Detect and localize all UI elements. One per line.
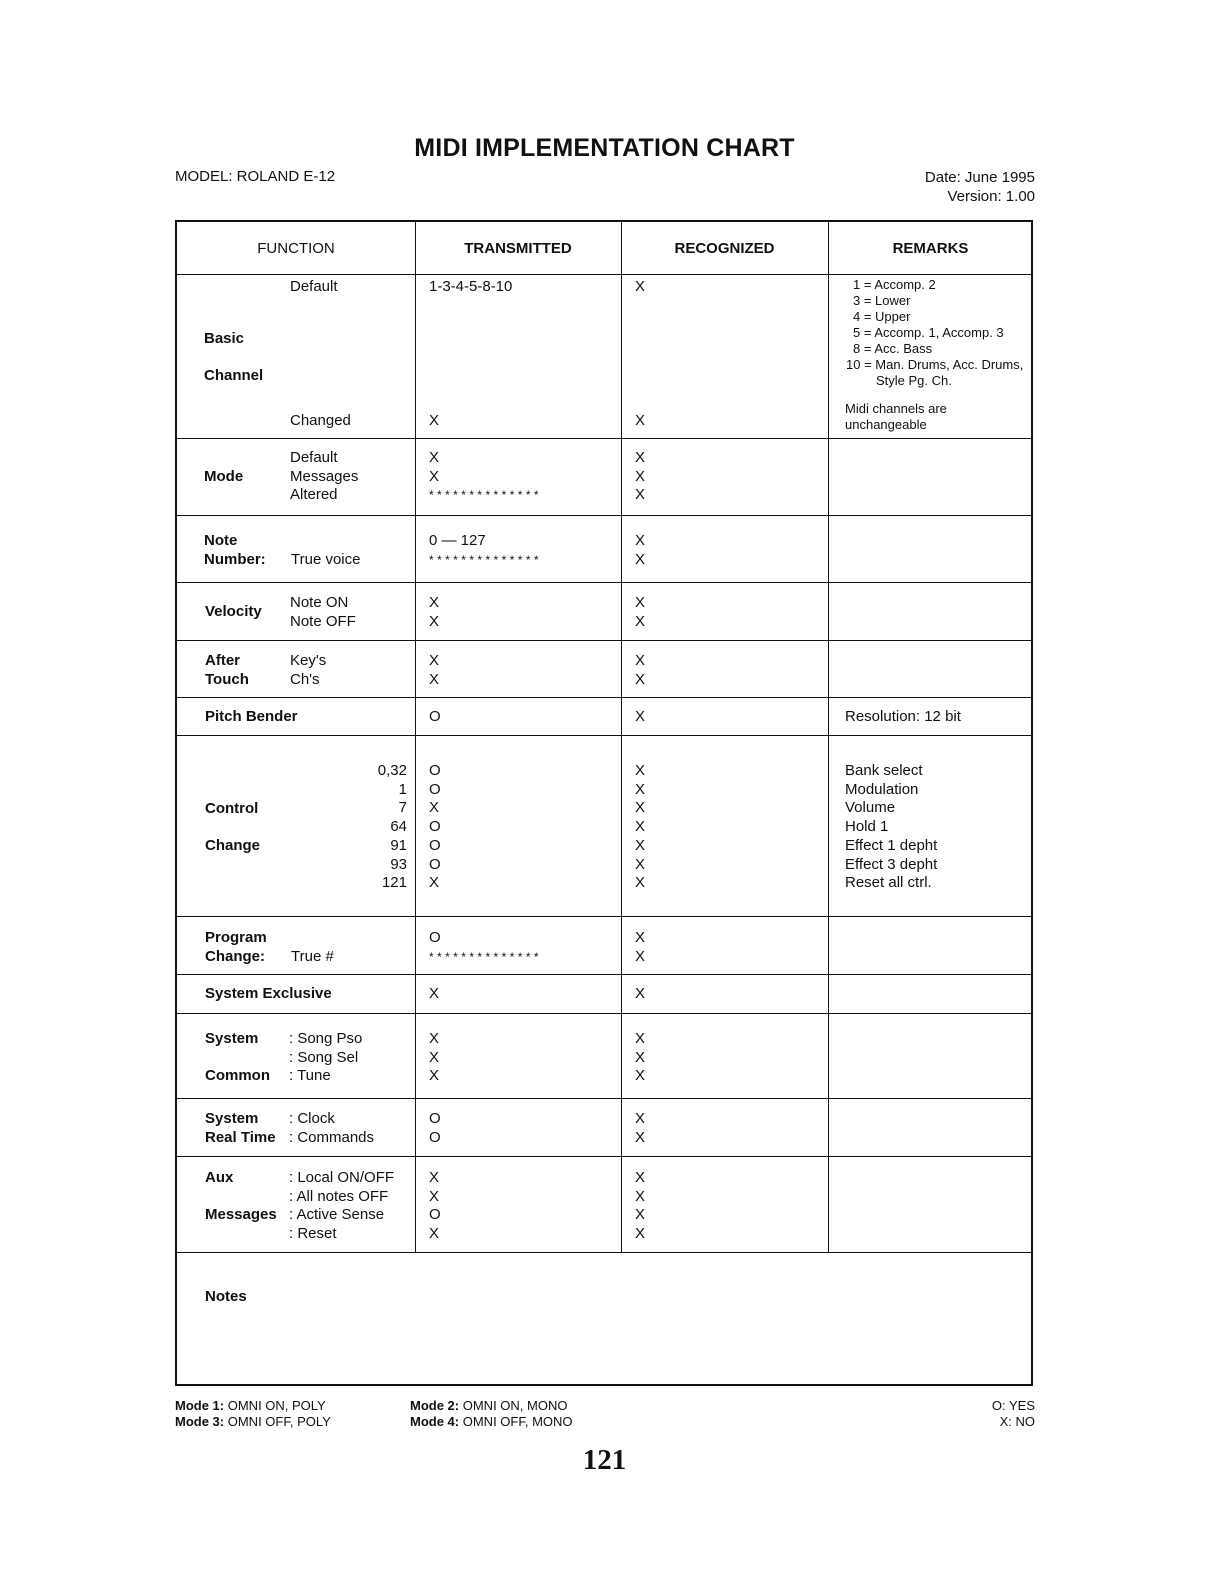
row-divider (177, 1098, 1031, 1099)
basic-remarks: 1 = Accomp. 2 3 = Lower 4 = Upper 5 = Accomp. 1, Accomp. 3 8 = Acc. Bass 10 = Man. Drums, Acc. Drums, Style Pg. Ch. (846, 277, 1024, 388)
basic-changed-label: Changed (290, 412, 351, 429)
row-divider (177, 1156, 1031, 1157)
footer-legend (940, 1398, 1035, 1430)
program-tx: O ************** (429, 929, 542, 964)
realtime-subs: : Clock : Commands (289, 1110, 375, 1146)
aftertouch-rx: X X (635, 652, 646, 688)
control-remarks: Bank select Modulation Volume Hold 1 Effect 1 depht Effect 3 depht Reset all ctrl. (845, 762, 938, 892)
note-tx: 0 — 127 ************** (429, 532, 542, 567)
basic-rx-changed: X (635, 412, 646, 429)
basic-tx-default: 1-3-4-5-8-10 (429, 278, 513, 295)
row-divider (177, 697, 1031, 698)
realtime-label: System Real Time (205, 1110, 276, 1146)
mode-subs: Default Messages Altered (290, 449, 359, 504)
row-divider (177, 735, 1031, 736)
footer-modes-right: Mode 2: OMNI ON, MONO Mode 4: OMNI OFF, MONO (410, 1398, 573, 1429)
row-divider (177, 916, 1031, 917)
velocity-label: Velocity (205, 603, 262, 620)
common-subs: : Song Pso : Song Sel : Tune (289, 1030, 363, 1085)
row-divider (177, 974, 1031, 975)
basic-label: Basic (204, 330, 245, 347)
realtime-tx: O O (429, 1110, 441, 1146)
velocity-rx: X X (635, 594, 646, 630)
aftertouch-label: After Touch (205, 652, 249, 688)
header-function: FUNCTION (257, 240, 335, 257)
row-divider (177, 582, 1031, 583)
row-divider (177, 515, 1031, 516)
pitch-bender-label: Pitch Bender (205, 708, 298, 725)
common-rx: X X X (635, 1030, 646, 1085)
velocity-subs: Note ON Note OFF (290, 594, 356, 630)
header-transmitted: TRANSMITTED (464, 240, 572, 257)
basic-rx-default: X (635, 278, 646, 295)
legend-no: X: NO (999, 1414, 1035, 1429)
header-recognized: RECOGNIZED (674, 240, 775, 257)
program-rx: X X (635, 929, 646, 965)
sysex-label: System Exclusive (205, 985, 332, 1002)
aftertouch-tx: X X (429, 652, 440, 688)
row-divider (177, 1013, 1031, 1014)
common-label1: System (205, 1030, 259, 1047)
basic-tx-changed: X (429, 412, 440, 429)
legend-yes: O: YES (991, 1398, 1035, 1413)
control-label: Control (205, 800, 259, 817)
pitch-tx: O (429, 708, 441, 725)
note-rx: X X (635, 532, 646, 568)
channel-label: Channel (204, 367, 264, 384)
version-label: Version: 1.00 (947, 188, 1035, 205)
change-label: Change (205, 837, 261, 854)
page-title: MIDI IMPLEMENTATION CHART (414, 134, 795, 162)
aux-label2: Messages (205, 1206, 277, 1223)
mode-rx: X X X (635, 449, 646, 504)
velocity-tx: X X (429, 594, 440, 630)
mode-tx: X X ************** (429, 449, 542, 503)
header-remarks: REMARKS (892, 240, 969, 257)
mode-label: Mode (204, 468, 244, 485)
aux-subs: : Local ON/OFF : All notes OFF : Active Sense : Reset (289, 1169, 395, 1243)
program-true: True # (291, 948, 334, 965)
pitch-remarks: Resolution: 12 bit (845, 708, 961, 725)
common-tx: X X X (429, 1030, 440, 1085)
aux-label1: Aux (205, 1169, 234, 1186)
note-true-voice: True voice (291, 551, 361, 568)
date-version (860, 168, 1035, 206)
control-numbers: 0,32 1 7 64 91 93 121 (377, 762, 407, 892)
row-divider (177, 640, 1031, 641)
aux-rx: X X X X (635, 1169, 646, 1243)
aftertouch-subs: Key's Ch's (290, 652, 327, 688)
pitch-rx: X (635, 708, 646, 725)
row-divider (177, 1252, 1031, 1253)
note-label: Note Number: (204, 532, 266, 568)
control-rx: X X X X X X X (635, 762, 646, 892)
program-label: Program Change: (205, 929, 267, 965)
row-divider (177, 274, 1031, 275)
realtime-rx: X X (635, 1110, 646, 1146)
row-divider (177, 438, 1031, 439)
footer-modes-left: Mode 1: OMNI ON, POLY Mode 3: OMNI OFF, POLY (175, 1398, 331, 1429)
common-label2: Common (205, 1067, 270, 1084)
sysex-tx: X (429, 985, 440, 1002)
sysex-rx: X (635, 985, 646, 1002)
model-label: MODEL: ROLAND E-12 (175, 168, 336, 185)
basic-default-label: Default (290, 278, 338, 295)
notes-label: Notes (205, 1288, 247, 1305)
midi-table (175, 220, 1033, 1386)
control-tx: O O X O O O X (429, 762, 441, 892)
page-number: 121 (582, 1444, 627, 1476)
date-label: Date: June 1995 (924, 169, 1035, 186)
aux-tx: X X O X (429, 1169, 441, 1243)
basic-remarks-note: Midi channels are unchangeable (845, 401, 947, 432)
